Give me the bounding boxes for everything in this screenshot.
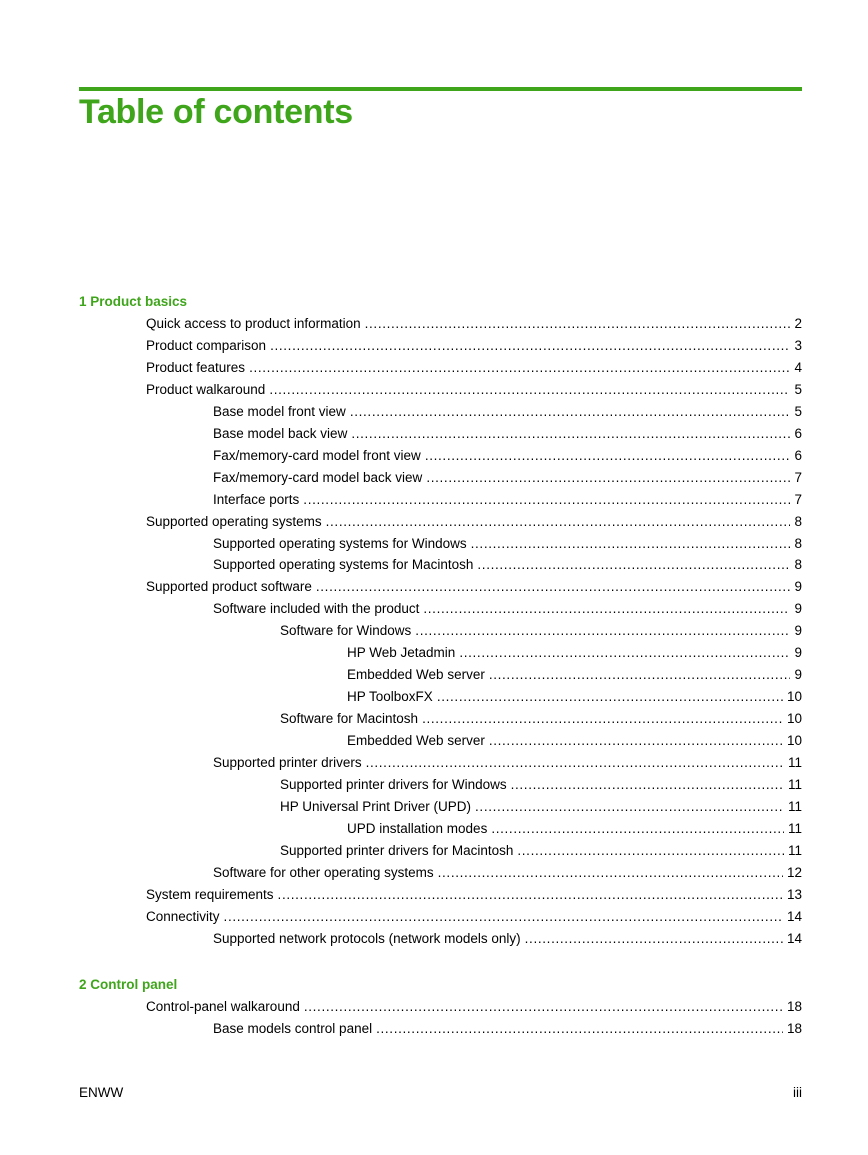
toc-entry-label: Interface ports <box>213 491 300 507</box>
dot-leader <box>491 818 784 840</box>
toc-entry[interactable] <box>213 554 802 576</box>
dot-leader <box>269 379 790 401</box>
dot-leader <box>437 686 783 708</box>
toc-entry-page: 11 <box>787 798 802 814</box>
dot-leader <box>422 708 783 730</box>
toc-entry-label: Control-panel walkaround <box>146 999 300 1014</box>
toc-entry-page: 3 <box>794 337 802 353</box>
toc-entry[interactable] <box>146 511 802 533</box>
toc-entry[interactable] <box>146 884 802 906</box>
toc-entry-page: 9 <box>794 601 802 617</box>
toc-entry[interactable] <box>213 467 802 489</box>
toc-entry-page: 9 <box>794 623 802 639</box>
toc-entry-label: Software included with the product <box>213 601 420 617</box>
dot-leader <box>477 554 790 576</box>
toc-entry-page: 2 <box>794 316 802 331</box>
toc-entry-label: Base model back view <box>213 425 348 441</box>
dot-leader <box>249 357 790 379</box>
toc-entry-label: UPD installation modes <box>347 820 488 836</box>
toc-entry[interactable] <box>213 752 802 774</box>
title-rule <box>79 87 802 91</box>
toc-entry-page: 10 <box>786 711 802 727</box>
toc-entry[interactable] <box>213 489 802 511</box>
toc-entry[interactable] <box>213 1018 802 1040</box>
toc-entry[interactable] <box>280 774 802 796</box>
dot-leader <box>224 906 783 928</box>
toc-entry[interactable] <box>213 423 802 445</box>
toc-entry-label: Quick access to product information <box>146 316 361 331</box>
dot-leader <box>471 533 791 555</box>
toc-entry-page: 8 <box>794 557 802 573</box>
toc-entry-label: Product features <box>146 359 246 375</box>
toc-entry-page: 18 <box>786 999 802 1014</box>
toc-entry-label: Supported product software <box>146 579 312 595</box>
dot-leader <box>517 840 784 862</box>
toc-entry-page: 6 <box>794 425 802 441</box>
dot-leader <box>278 884 783 906</box>
toc-entry-label: Product walkaround <box>146 381 266 397</box>
footer-left: ENWW <box>79 1085 124 1100</box>
dot-leader <box>425 445 791 467</box>
toc-entry[interactable] <box>213 445 802 467</box>
toc-entry[interactable] <box>280 620 802 642</box>
chapter-heading[interactable]: 1 Product basics <box>79 294 188 309</box>
toc-entry-label: Software for Windows <box>280 623 412 639</box>
toc-entry-page: 14 <box>786 930 802 946</box>
toc-entry-label: Supported printer drivers for Windows <box>280 776 507 792</box>
toc-entry-label: Supported printer drivers for Macintosh <box>280 842 514 858</box>
toc-entry-page: 11 <box>787 755 802 770</box>
dot-leader <box>365 313 791 335</box>
toc-entry-page: 8 <box>794 535 802 551</box>
toc-entry-label: Supported network protocols (network models only) <box>213 930 521 946</box>
toc-entry[interactable] <box>280 708 802 730</box>
toc-entry-label: Product comparison <box>146 337 267 353</box>
toc-entry-page: 5 <box>794 381 802 397</box>
toc-entry-page: 6 <box>794 447 802 463</box>
chapter-heading[interactable]: 2 Control panel <box>79 977 178 992</box>
toc-entry[interactable] <box>146 335 802 357</box>
toc-entry-label: HP Web Jetadmin <box>347 645 456 661</box>
toc-entry-page: 18 <box>786 1020 802 1036</box>
toc-entry[interactable] <box>213 401 802 423</box>
toc-entry-page: 5 <box>794 403 802 419</box>
toc-entry-label: Fax/memory-card model back view <box>213 469 423 485</box>
dot-leader <box>351 423 790 445</box>
toc-entry-page: 8 <box>794 513 802 529</box>
dot-leader <box>511 774 784 796</box>
toc-entry[interactable] <box>347 642 802 664</box>
toc-entry-page: 11 <box>787 820 802 836</box>
dot-leader <box>415 620 790 642</box>
dot-leader <box>376 1018 783 1040</box>
toc-entry-page: 13 <box>786 886 802 902</box>
toc-entry[interactable] <box>146 313 802 335</box>
toc-entry[interactable] <box>146 576 802 598</box>
toc-entry-label: HP Universal Print Driver (UPD) <box>280 798 472 814</box>
toc-entry-page: 11 <box>787 776 802 792</box>
page-title: Table of contents <box>79 93 353 131</box>
dot-leader <box>489 730 783 752</box>
dot-leader <box>303 489 790 511</box>
toc-entry-page: 14 <box>786 908 802 924</box>
toc-entry[interactable] <box>146 906 802 928</box>
toc-entry[interactable] <box>213 928 802 950</box>
dot-leader <box>304 996 783 1018</box>
toc-entry-label: Base model front view <box>213 403 346 419</box>
dot-leader <box>316 576 791 598</box>
toc-entry[interactable] <box>280 840 802 862</box>
dot-leader <box>326 511 791 533</box>
dot-leader <box>489 664 791 686</box>
toc-entry-page: 9 <box>794 579 802 595</box>
toc-entry-page: 10 <box>786 733 802 749</box>
toc-entry[interactable] <box>280 796 802 818</box>
toc-entry-label: Fax/memory-card model front view <box>213 447 421 463</box>
footer-page-number: iii <box>793 1085 802 1100</box>
toc-entry-page: 4 <box>794 359 802 375</box>
dot-leader <box>350 401 791 423</box>
toc-entry-page: 12 <box>786 864 802 880</box>
toc-entry-label: Embedded Web server <box>347 667 485 683</box>
toc-entry[interactable] <box>213 533 802 555</box>
toc-entry[interactable] <box>347 818 802 840</box>
toc-entry[interactable] <box>146 357 802 379</box>
toc-entry-page: 7 <box>794 491 802 507</box>
toc-entry-label: System requirements <box>146 886 274 902</box>
toc-entry[interactable] <box>213 862 802 884</box>
dot-leader <box>426 467 790 489</box>
toc-entry[interactable] <box>347 730 802 752</box>
toc-entry[interactable] <box>146 379 802 401</box>
toc-entry-page: 9 <box>794 667 802 683</box>
dot-leader <box>525 928 783 950</box>
toc-entry-label: Software for Macintosh <box>280 711 419 727</box>
dot-leader <box>438 862 783 884</box>
dot-leader <box>459 642 790 664</box>
toc-entry-label: HP ToolboxFX <box>347 689 433 705</box>
toc-entry-page: 10 <box>786 689 802 705</box>
toc-entry[interactable] <box>347 664 802 686</box>
dot-leader <box>270 335 790 357</box>
toc-entry-label: Supported operating systems <box>146 513 322 529</box>
dot-leader <box>423 598 790 620</box>
toc-entry-label: Connectivity <box>146 908 220 924</box>
toc-entry-page: 11 <box>787 842 802 858</box>
toc-entry-label: Supported operating systems for Windows <box>213 535 467 551</box>
dot-leader <box>366 752 784 774</box>
toc-entry[interactable] <box>213 598 802 620</box>
toc-entry-label: Software for other operating systems <box>213 864 434 880</box>
toc-entry-label: Supported operating systems for Macintosh <box>213 557 474 573</box>
toc-entry[interactable] <box>347 686 802 708</box>
toc-entry-label: Base models control panel <box>213 1020 373 1036</box>
toc-entry-label: Embedded Web server <box>347 733 485 749</box>
toc-entry-label: Supported printer drivers <box>213 755 362 770</box>
toc-entry-page: 7 <box>794 469 802 485</box>
toc-entry-page: 9 <box>794 645 802 661</box>
dot-leader <box>475 796 784 818</box>
toc-entry[interactable] <box>146 996 802 1018</box>
